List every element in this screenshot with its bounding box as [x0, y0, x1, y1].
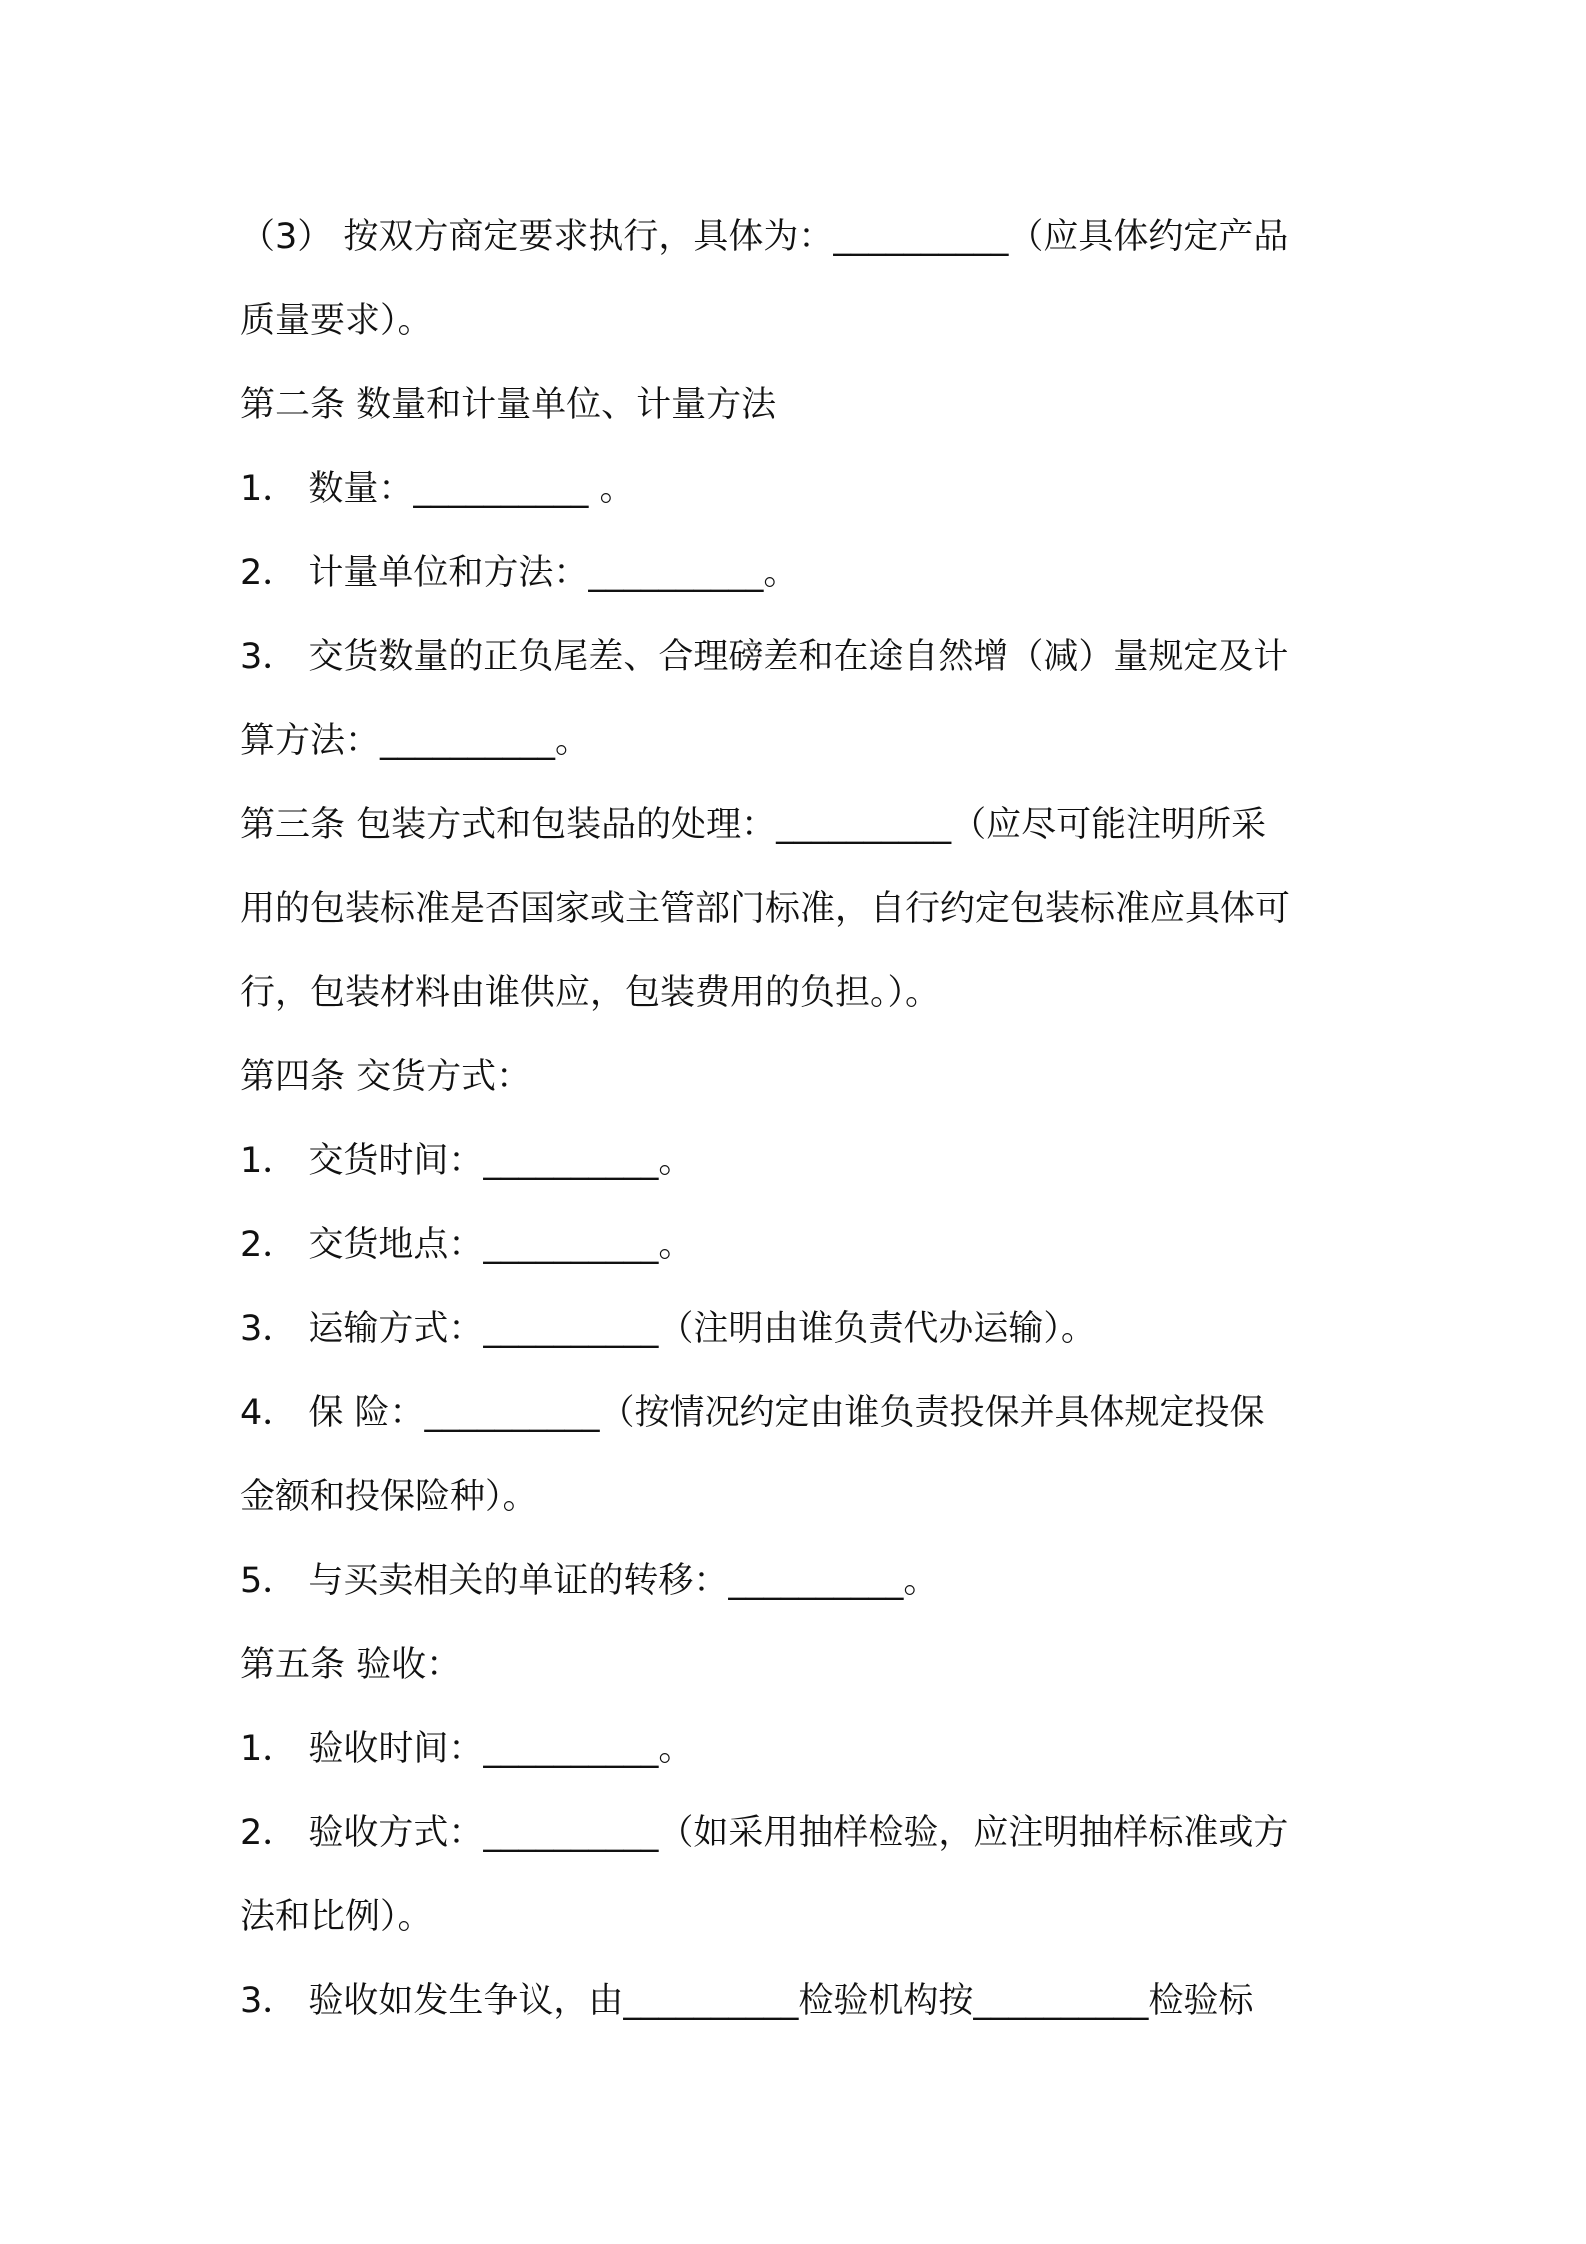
article-heading: 第三条 包装方式和包装品的处理：__________（应尽可能注明所采 — [240, 805, 1267, 845]
text-line: 2． 计量单位和方法：__________。 — [240, 553, 799, 593]
article-heading: 第四条 交货方式： — [240, 1057, 532, 1097]
text-line: 行，包装材料由谁供应，包装费用的负担。）。 — [240, 973, 941, 1013]
text-line: 法和比例）。 — [240, 1897, 433, 1937]
article-heading: 第二条 数量和计量单位、计量方法 — [240, 385, 777, 425]
text-line: 2． 验收方式：__________（如采用抽样检验，应注明抽样标准或方 — [240, 1813, 1289, 1853]
text-line: 3． 验收如发生争议，由__________检验机构按__________检验标 — [240, 1981, 1254, 2021]
text-line: 金额和投保险种）。 — [240, 1477, 538, 1517]
text-line: 3． 交货数量的正负尾差、合理磅差和在途自然增（减）量规定及计 — [240, 637, 1289, 677]
text-line: 1． 交货时间：__________。 — [240, 1141, 694, 1181]
article-heading: 第五条 验收： — [240, 1645, 462, 1685]
text-line: 2． 交货地点：__________。 — [240, 1225, 694, 1265]
text-line: （3） 按双方商定要求执行，具体为：__________（应具体约定产品 — [240, 217, 1289, 257]
text-line: 1． 数量：__________ 。 — [240, 469, 635, 509]
text-line: 1． 验收时间：__________。 — [240, 1729, 694, 1769]
text-line: 4． 保 险：__________（按情况约定由谁负责投保并具体规定投保 — [240, 1393, 1265, 1433]
text-line: 算方法：__________。 — [240, 721, 591, 761]
text-line: 3． 运输方式：__________（注明由谁负责代办运输）。 — [240, 1309, 1096, 1349]
text-line: 5． 与买卖相关的单证的转移：__________。 — [240, 1561, 939, 1601]
text-line: 用的包装标准是否国家或主管部门标准，自行约定包装标准应具体可 — [240, 889, 1291, 929]
text-line: 质量要求）。 — [240, 301, 433, 341]
document-body — [240, 195, 1358, 2043]
